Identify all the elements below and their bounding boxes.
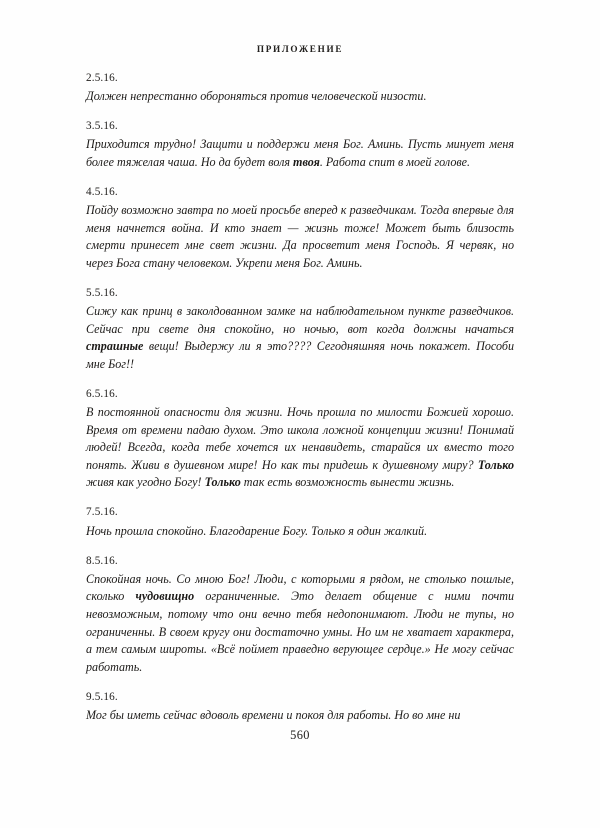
entry-body: Пойду возможно завтра по моей просьбе вперед к разведчикам. Тогда впервые для меня начнется война. И кто знает — жизнь тоже! Может быть близость смерти принесет мне свет жизни. Да просветит меня Господь. Я червяк, но через Бога стану человеком. Укрепи меня Бог. Аминь.	[86, 203, 514, 270]
page-number: 560	[290, 728, 310, 742]
entry-body: Должен непрестанно обороняться против человеческой низости.	[86, 89, 427, 104]
diary-entry	[86, 285, 514, 373]
entry-date: 4.5.16.	[86, 185, 118, 198]
diary-entry	[86, 184, 514, 272]
diary-entry	[86, 553, 514, 677]
entry-body: В постоянной опасности для жизни. Ночь прошла по милости Божией хорошо. Время от времени падаю духом. Это школа ложной концепции жизни! Понимай людей! Всегда, когда тебе хочется их ненавидеть, старайся их вместо того понять. Живи в душевном мире! Но как ты придешь к душевному миру? Только живя как угодно Богу! Только так есть возможность вынести жизнь.	[86, 405, 514, 490]
diary-entry	[86, 689, 514, 725]
entry-body: Спокойная ночь. Со мною Бог! Люди, с которыми я рядом, не столько пошлые, сколько чудовищно ограниченные. Это делает общение с ними почти невозможным, потому что они вечно тебя недопонимают. Люди не тупы, но ограниченны. В своем кругу они достаточно умны. Но им не хватает характера, а тем самым широты. «Всё поймет праведно верующее сердце.» Не могу сейчас работать.	[86, 571, 514, 674]
entry-date: 6.5.16.	[86, 387, 118, 400]
entry-date: 3.5.16.	[86, 120, 118, 133]
running-head: ПРИЛОЖЕНИЕ	[256, 44, 344, 54]
diary-entry	[86, 386, 514, 492]
entry-date: 2.5.16.	[86, 72, 118, 84]
diary-entry	[86, 504, 514, 540]
entry-body: Ночь прошла спокойно. Благодарение Богу. Только я один жалкий.	[86, 523, 428, 538]
entry-body: Сижу как принц в заколдованном замке на наблюдательном пункте разведчиков. Сейчас при свете дня спокойно, но ночью, вот когда должны начаться страшные вещи! Выдержу ли я это???? Сегодняшняя ночь покажет. Пособи мне Бог!!	[86, 304, 514, 371]
diary-entry	[86, 70, 514, 106]
entry-date: 8.5.16.	[86, 554, 118, 567]
entry-body: Приходится трудно! Защити и поддержи меня Бог. Аминь. Пусть минует меня более тяжелая чаша. Но да будет воля твоя. Работа спит в моей голове.	[86, 137, 514, 169]
entry-body: Мог бы иметь сейчас вдоволь времени и покоя для работы. Но во мне ни	[86, 707, 461, 722]
entry-date: 9.5.16.	[86, 690, 118, 703]
diary-entry	[86, 118, 514, 171]
entry-date: 7.5.16.	[86, 506, 118, 519]
entry-date: 5.5.16.	[86, 286, 118, 299]
diary-entries-block	[86, 70, 514, 737]
